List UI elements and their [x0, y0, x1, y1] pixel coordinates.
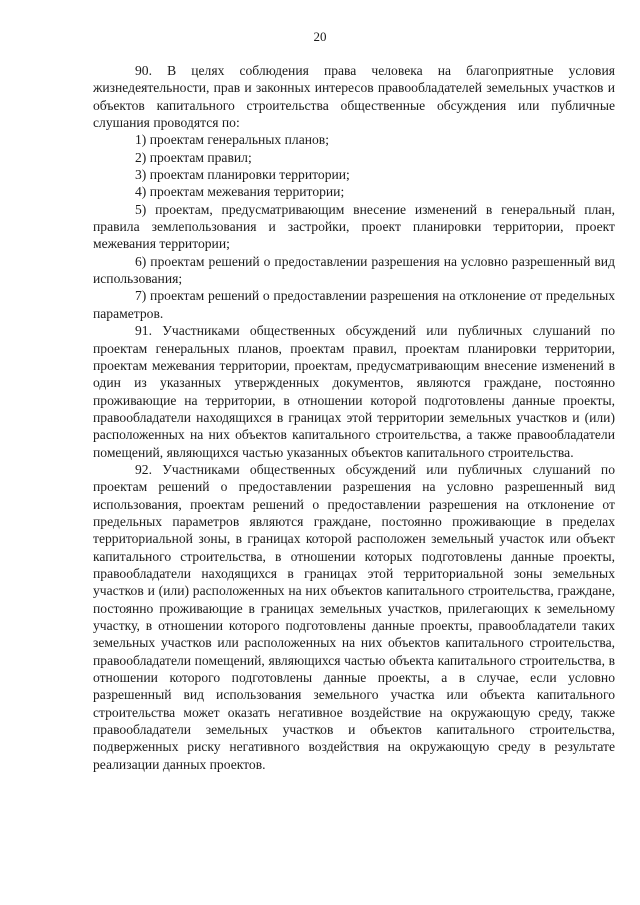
paragraph-90: 90. В целях соблюдения права человека на благоприятные условия жизнедеятельности, прав и законных интересов правообладателей земельных участков и объектов капитального строительства общественные обсуждения или публичные слушания проводятся по:	[93, 63, 615, 131]
list-item-6: 6) проектам решений о предоставлении разрешения на условно разрешенный вид использования;	[93, 253, 615, 287]
list-item-5: 5) проектам, предусматривающим внесение изменений в генеральный план, правила землепользования и застройки, проект планировки территории, проект межевания территории;	[93, 201, 615, 252]
list-item-4: 4) проектам межевания территории;	[135, 184, 345, 200]
paragraph-91: 91. Участниками общественных обсуждений или публичных слушаний по проектам генеральных планов, проектам правил, проектам планировки территории, проектам межевания территории, проектам, предусматривающим внесение изменений в один из указанных утвержденных документов, являются граждане, постоянно проживающие на территории, в отношении которой подготовлены данные проекты, правообладатели находящихся в границах этой территории земельных участков и (или) расположенных на них объектов капитального строительства, а также правообладатели помещений, являющихся частью указанных объектов капитального строительства.	[93, 323, 615, 460]
document-body	[93, 62, 615, 773]
list-item-2: 2) проектам правил;	[135, 149, 252, 165]
list-item-3: 3) проектам планировки территории;	[135, 167, 350, 183]
list-item-1: 1) проектам генеральных планов;	[135, 132, 329, 148]
page-number: 20	[313, 29, 327, 44]
list-item-7: 7) проектам решений о предоставлении разрешения на отклонение от предельных параметров.	[93, 288, 615, 321]
paragraph-92: 92. Участниками общественных обсуждений или публичных слушаний по проектам решений о предоставлении разрешения на условно разрешенный вид использования, проектам решений о предоставлении разрешения на отклонение от предельных параметров являются граждане, постоянно проживающие в пределах территориальной зоны, в границах которой расположен земельный участок или объект капитального строительства, в отношении которых подготовлены данные проекты, правообладатели находящихся в границах этой территориальной зоны земельных участков и (или) расположенных на них объектов капитального строительства, граждане, постоянно проживающие в границах земельных участков, прилегающих к земельному участку, в отношении которого подготовлены данные проекты, правообладатели таких земельных участков или расположенных на них объектов капитального строительства, правообладатели помещений, являющихся частью объекта капитального строительства, в отношении которого подготовлены данные проекты, а в случае, если условно разрешенный вид использования земельного участка или объекта капитального строительства может оказать негативное воздействие на окружающую среду, также правообладатели земельных участков и объектов капитального строительства, подверженных риску негативного воздействия на окружающую среду в результате реализации данных проектов.	[93, 461, 615, 772]
